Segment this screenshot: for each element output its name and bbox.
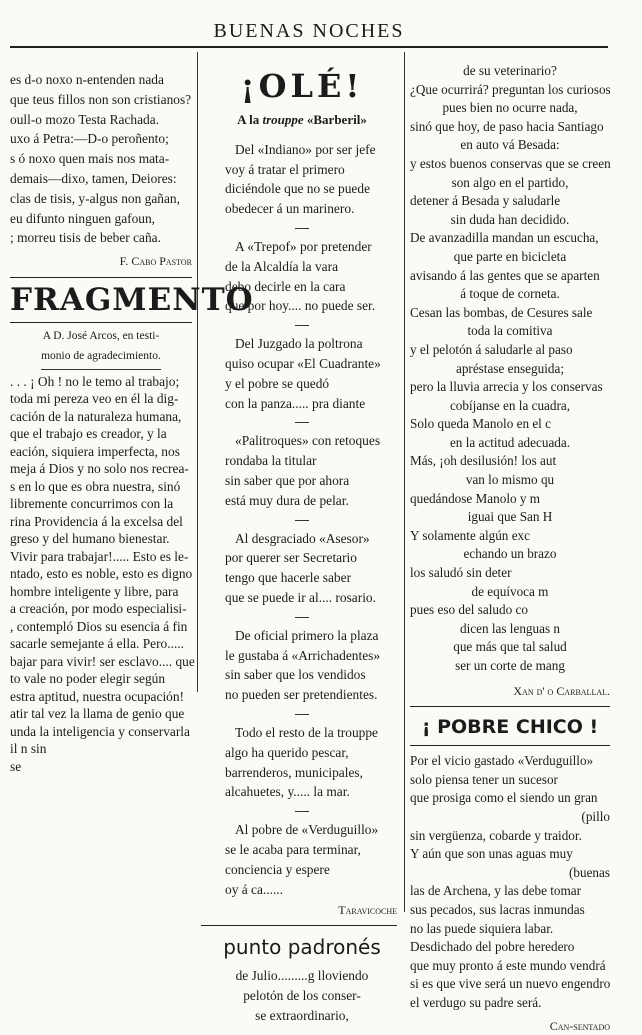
stanza xyxy=(207,723,397,802)
left-section-rule xyxy=(10,277,192,278)
pobre-chico-title: ¡ POBRE CHICO ! xyxy=(410,711,610,743)
right-poem-line: toda la comitiva xyxy=(410,322,610,341)
middle-section-rule xyxy=(201,925,397,926)
right-poem-line: sin duda han decidido. xyxy=(410,211,610,230)
stanza xyxy=(207,820,397,899)
middle-column xyxy=(207,66,397,1025)
fragmento-line: s en lo que es obra nuestra, sinó xyxy=(10,478,192,496)
masthead-rule xyxy=(10,46,608,48)
left-poem-line: demais—dixo, tamen, Deiores: xyxy=(10,169,192,189)
right-poem-line: iguai que San H xyxy=(410,508,610,527)
right-poem-line: dicen las lenguas n xyxy=(410,620,610,639)
punto-line: se extraordinario, xyxy=(207,1006,397,1026)
left-poem-line: eu difunto ninguen gafoun, xyxy=(10,209,192,229)
fragmento-body xyxy=(10,373,192,776)
stanza-divider xyxy=(295,520,309,521)
column-divider-left xyxy=(197,52,198,692)
right-poem-line: á toque de corneta. xyxy=(410,285,610,304)
pobre-chico-line: sin vergüenza, cobarde y traidor. xyxy=(410,827,610,846)
left-poem xyxy=(10,70,192,248)
ole-subtitle: A la trouppe «Barberil» xyxy=(207,110,397,130)
pobre-chico-line: no las puede siquiera labar. xyxy=(410,920,610,939)
right-section-rule xyxy=(410,706,610,707)
fragmento-line: cación de la naturaleza humana, xyxy=(10,408,192,426)
fragmento-line: se xyxy=(10,758,192,776)
stanza-divider xyxy=(295,325,309,326)
pobre-chico-line: Y aún que son unas aguas muy xyxy=(410,845,610,864)
left-poem-line: que teus fillos non son cristianos? xyxy=(10,90,192,110)
stanza-line: debo decirle en la cara xyxy=(225,277,397,297)
right-poem-line: Cesan las bombas, de Cesures sale xyxy=(410,304,610,323)
fragmento-line: Vivir para trabajar!..... Esto es le- xyxy=(10,548,192,566)
right-poem-line: y el pelotón á saludarle al paso xyxy=(410,341,610,360)
stanza-line: está muy dura de pelar. xyxy=(225,491,397,511)
stanza-line: se le acaba para terminar, xyxy=(225,840,397,860)
right-poem-line: van lo mismo qu xyxy=(410,471,610,490)
newspaper-masthead: BUENAS NOCHES xyxy=(10,20,608,50)
stanza-line: Al desgraciado «Asesor» xyxy=(225,529,397,549)
right-poem-line: Solo queda Manolo en el c xyxy=(410,415,610,434)
fragmento-title-rule xyxy=(10,322,192,323)
stanza-line: no pueden ser pretendientes. xyxy=(225,685,397,705)
right-poem-line: quedándose Manolo y m xyxy=(410,490,610,509)
pobre-chico-line: el verdugo su padre será. xyxy=(410,994,610,1013)
left-poem-line: s ó noxo quen mais nos mata- xyxy=(10,149,192,169)
stanza-line: obedecer á un marinero. xyxy=(225,199,397,219)
pobre-chico-line: las de Archena, y las debe tomar xyxy=(410,882,610,901)
right-poem-line: ¿Que ocurrirá? preguntan los curiosos xyxy=(410,81,610,100)
stanza-divider xyxy=(295,617,309,618)
stanza xyxy=(207,529,397,608)
fragmento-line: il n sin xyxy=(10,740,192,758)
stanza-line: que se puede ir al.... rosario. xyxy=(225,588,397,608)
pobre-chico-line: Por el vicio gastado «Verduguillo» xyxy=(410,752,610,771)
punto-line: pelotón de los conser- xyxy=(207,986,397,1006)
right-poem-signature: Xan d' o Carballal. xyxy=(410,682,610,701)
stanza xyxy=(207,237,397,316)
right-poem-line: de su veterinario? xyxy=(410,62,610,81)
stanza-divider xyxy=(295,811,309,812)
fragmento-line: unda la inteligencia y conservarla xyxy=(10,723,192,741)
pobre-chico-line: si es que vive será un nuevo engendro xyxy=(410,975,610,994)
stanza-line: diciéndole que no se puede xyxy=(225,179,397,199)
stanza-line: sin saber que los vendidos xyxy=(225,665,397,685)
fragmento-line: estra aptitud, nuestra ocupación! xyxy=(10,688,192,706)
stanza xyxy=(207,334,397,413)
right-poem-line: apréstase enseguida; xyxy=(410,360,610,379)
stanza xyxy=(207,140,397,219)
left-poem-line: oull-o mozo Testa Rachada. xyxy=(10,110,192,130)
right-column xyxy=(410,62,610,1035)
stanza-line: conciencia y espere xyxy=(225,860,397,880)
stanza-line: A «Trepof» por pretender xyxy=(225,237,397,257)
stanza-line: que por hoy.... no puede ser. xyxy=(225,296,397,316)
right-poem-line: pues bien no ocurre nada, xyxy=(410,99,610,118)
stanza-line: de la Alcaldía la vara xyxy=(225,257,397,277)
stanza-line: barrenderos, municipales, xyxy=(225,763,397,783)
fragmento-line: meja á Dios y no solo nos recrea- xyxy=(10,460,192,478)
right-poem-line: pues eso del saludo co xyxy=(410,601,610,620)
pobre-chico-line: que muy pronto á este mundo vendrá xyxy=(410,957,610,976)
right-poem-line: De avanzadilla mandan un escucha, xyxy=(410,229,610,248)
right-poem xyxy=(410,62,610,676)
stanza-line: De oficial primero la plaza xyxy=(225,626,397,646)
pobre-chico-line: (buenas xyxy=(410,864,610,883)
stanza-line: le gustaba á «Arrichadentes» xyxy=(225,646,397,666)
pobre-chico-line: que prosiga como el siendo un gran xyxy=(410,789,610,808)
stanza-line: Todo el resto de la trouppe xyxy=(225,723,397,743)
stanza xyxy=(207,431,397,510)
stanza-line: oy á ca...... xyxy=(225,880,397,900)
stanza-line: rondaba la titular xyxy=(225,451,397,471)
fragmento-line: atir tal vez la llama de genio que xyxy=(10,705,192,723)
stanza-line: algo ha querido pescar, xyxy=(225,743,397,763)
left-column xyxy=(10,70,192,775)
fragmento-line: greso y del humano bienestar. xyxy=(10,530,192,548)
stanza-divider xyxy=(295,422,309,423)
stanza-line: Al pobre de «Verduguillo» xyxy=(225,820,397,840)
fragmento-line: , contempló Dios su esencia á fin xyxy=(10,618,192,636)
stanza-line: Del Juzgado la poltrona xyxy=(225,334,397,354)
punto-padrones-body xyxy=(207,966,397,1025)
right-poem-line: de equívoca m xyxy=(410,583,610,602)
fragmento-dedication-line-1: A D. José Arcos, en testi- xyxy=(10,327,192,347)
fragmento-line: rina Providencia á la excelsa del xyxy=(10,513,192,531)
stanza xyxy=(207,626,397,705)
fragmento-dedication-line-2: monio de agradecimiento. xyxy=(10,347,192,367)
punto-padrones-title: punto padronés xyxy=(207,932,397,962)
fragmento-line: toda mi pereza veo en él la dig- xyxy=(10,390,192,408)
fragmento-line: que el trabajo es creador, y la xyxy=(10,425,192,443)
stanza-line: sin saber que por ahora xyxy=(225,471,397,491)
right-poem-line: Más, ¡oh desilusión! los aut xyxy=(410,452,610,471)
stanza-line: quiso ocupar «El Cuadrante» xyxy=(225,354,397,374)
right-poem-line: los saludó sin deter xyxy=(410,564,610,583)
stanza-line: y el pobre se quedó xyxy=(225,374,397,394)
ole-signature: Taravicoche xyxy=(207,901,397,921)
left-poem-signature: F. Cabo Pastor xyxy=(10,252,192,272)
right-poem-line: que más que tal salud xyxy=(410,638,610,657)
right-poem-line: pero la lluvia arrecia y los conservas xyxy=(410,378,610,397)
right-poem-line: en auto vá Besada: xyxy=(410,136,610,155)
right-poem-line: y estos buenos conservas que se creen xyxy=(410,155,610,174)
right-poem-line: avisando á las gentes que se aparten xyxy=(410,267,610,286)
stanza-divider xyxy=(295,714,309,715)
fragmento-title: FRAGMENTO xyxy=(10,280,192,320)
pobre-chico-line: sus pecados, sus lacras inmundas xyxy=(410,901,610,920)
pobre-chico-line: Desdichado del pobre heredero xyxy=(410,938,610,957)
pobre-chico-poem xyxy=(410,752,610,1012)
right-poem-line: que parte en bicicleta xyxy=(410,248,610,267)
fragmento-line: libremente concurrimos con la xyxy=(10,495,192,513)
stanza-line: por querer ser Secretario xyxy=(225,548,397,568)
fragmento-line: bajar para vivir! ser esclavo.... que xyxy=(10,653,192,671)
stanza-line: alcahuetes, y..... la mar. xyxy=(225,782,397,802)
right-poem-line: detener á Besada y saludarle xyxy=(410,192,610,211)
punto-line: de Julio.........g lloviendo xyxy=(207,966,397,986)
column-divider-right xyxy=(404,52,405,912)
right-poem-line: en la actitud adecuada. xyxy=(410,434,610,453)
right-poem-line: cobíjanse en la cuadra, xyxy=(410,397,610,416)
right-poem-line: Y solamente algún exc xyxy=(410,527,610,546)
dedication-underline xyxy=(41,369,161,370)
pobre-chico-line: solo piensa tener un sucesor xyxy=(410,771,610,790)
stanza-divider xyxy=(295,228,309,229)
right-poem-line: echando un brazo xyxy=(410,545,610,564)
pobre-chico-line: (pillo xyxy=(410,808,610,827)
left-poem-line: uxo á Petra:—D-o peroñento; xyxy=(10,129,192,149)
stanza-line: voy á tratar el primero xyxy=(225,160,397,180)
right-poem-line: sinó que hoy, de paso hacia Santiago xyxy=(410,118,610,137)
fragmento-line: a creación, por modo especialisi- xyxy=(10,600,192,618)
fragmento-line: ntado, esto es noble, esto es digno xyxy=(10,565,192,583)
pobre-chico-signature: Can-sentado xyxy=(410,1017,610,1035)
fragmento-line: to vale no poder elegir según xyxy=(10,670,192,688)
ole-stanzas xyxy=(207,140,397,900)
pobre-chico-rule xyxy=(410,745,610,746)
left-poem-line: clas de tisis, y-algus non gañan, xyxy=(10,189,192,209)
stanza-line: tengo que hacerle saber xyxy=(225,568,397,588)
ole-title: ¡OLÉ! xyxy=(207,66,397,106)
right-poem-line: son algo en el partido, xyxy=(410,174,610,193)
fragmento-line: eación, siquiera imperfecta, nos xyxy=(10,443,192,461)
right-poem-line: ser un corte de mang xyxy=(410,657,610,676)
stanza-line: Del «Indiano» por ser jefe xyxy=(225,140,397,160)
fragmento-line: . . . ¡ Oh ! no le temo al trabajo; xyxy=(10,373,192,391)
stanza-line: «Palitroques» con retoques xyxy=(225,431,397,451)
fragmento-line: sacarle semejante á ella. Pero..... xyxy=(10,635,192,653)
left-poem-line: es d-o noxo n-entenden nada xyxy=(10,70,192,90)
left-poem-line: ; morreu tisis de beber caña. xyxy=(10,228,192,248)
fragmento-line: hombre inteligente y libre, para xyxy=(10,583,192,601)
stanza-line: con la panza..... pra diante xyxy=(225,394,397,414)
